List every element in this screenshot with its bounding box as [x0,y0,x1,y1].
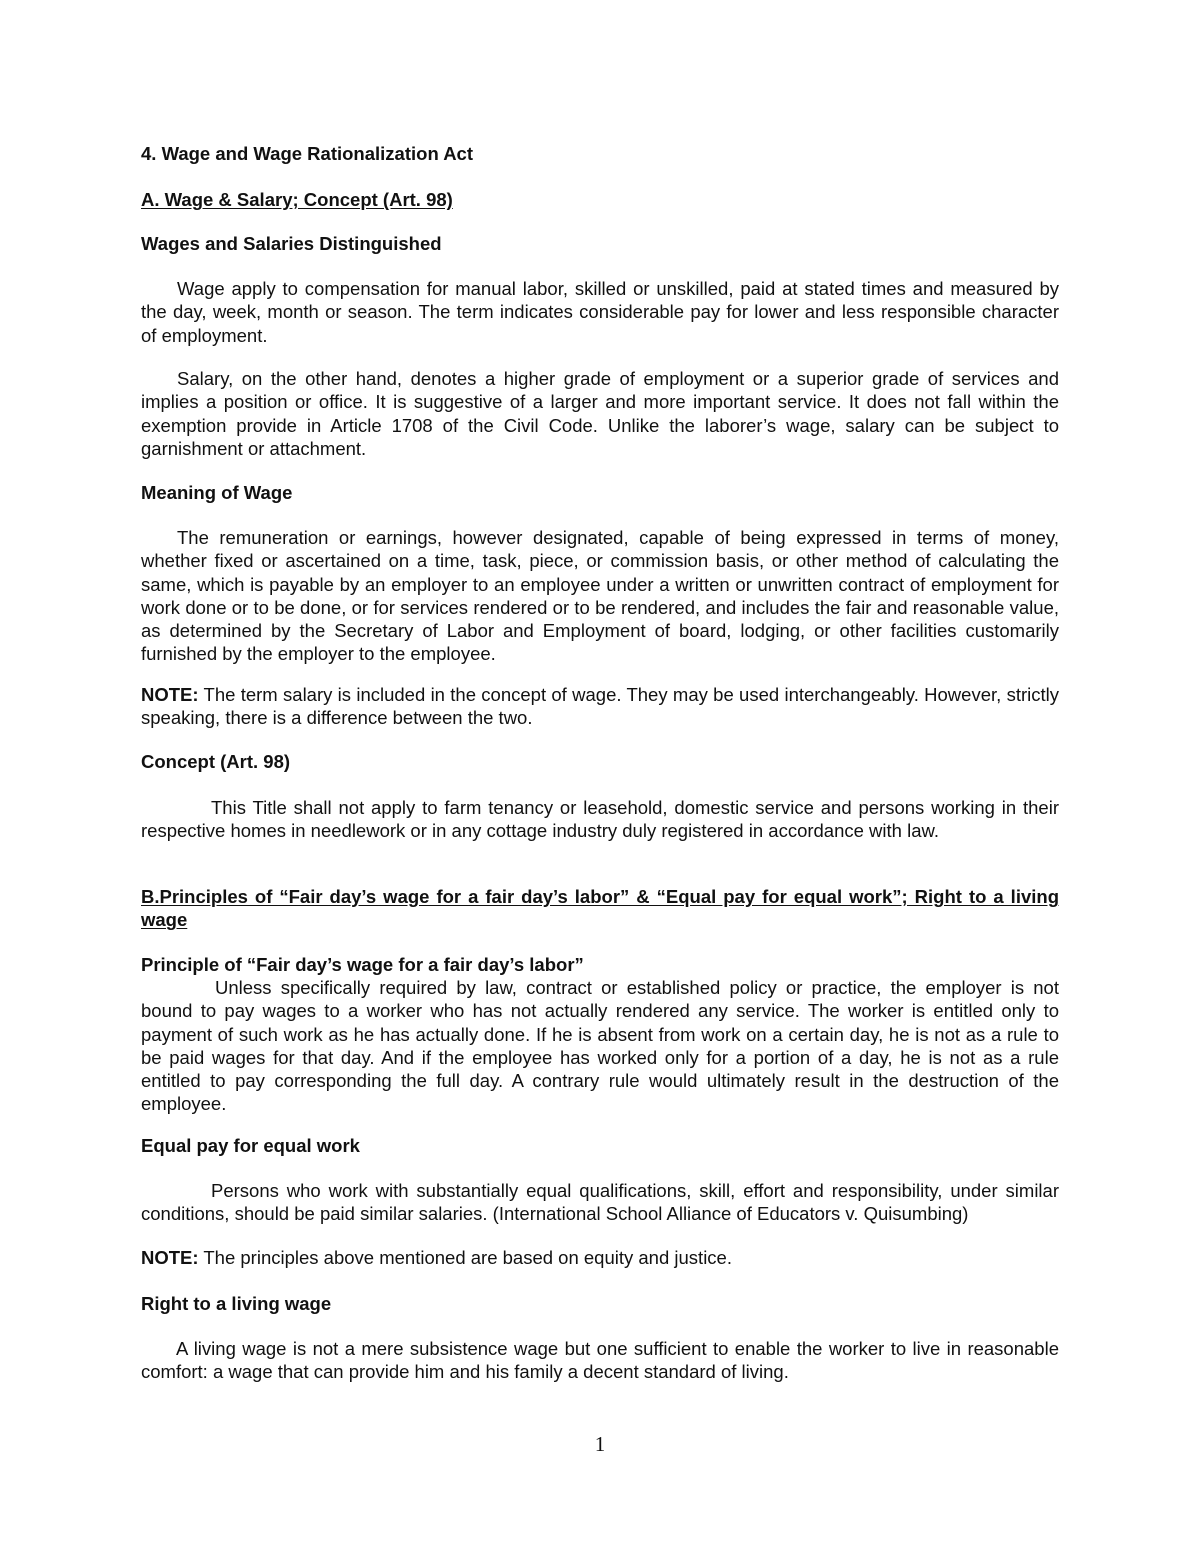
equal-pay-heading: Equal pay for equal work [141,1135,360,1156]
living-wage-heading: Right to a living wage [141,1293,332,1314]
note-label: NOTE: [141,1247,199,1268]
section-a-heading: A. Wage & Salary; Concept (Art. 98) [141,189,453,210]
equal-pay-note [141,1246,1059,1269]
wages-salaries-paragraph-2: Salary, on the other hand, denotes a higher grade of employment or a superior grade of services and implies a position or office. It is suggestive of a larger and more important service. It does not fall within the exemption provide in Article 1708 of the Civil Code. Unlike the laborer’s wage, salary can be subject to garnishment or attachment. [141,368,1059,459]
note-label: NOTE: [141,684,199,705]
equal-pay-paragraph: Persons who work with substantially equal qualifications, skill, effort and responsibility, under similar conditions, should be paid similar salaries. (International School Alliance of Educators v. Quisumbing) [141,1180,1059,1225]
wages-salaries-paragraph-1: Wage apply to compensation for manual labor, skilled or unskilled, paid at stated times and measured by the day, week, month or season. The term indicates considerable pay for lower and less responsible character of employment. [141,278,1059,346]
fair-day-paragraph: Unless specifically required by law, contract or established policy or practice, the employer is not bound to pay wages to a worker who has not actually rendered any service. The worker is entitled only to payment of such work as he has actually done. If he is absent from work on a certain day, he is not as a rule to be paid wages for that day. And if the employee has worked only for a portion of a day, he is not as a rule entitled to pay corresponding the full day. A contrary rule would ultimately result in the destruction of the employee. [141,977,1059,1115]
meaning-note [141,683,1059,730]
concept-heading: Concept (Art. 98) [141,751,291,772]
concept-paragraph: This Title shall not apply to farm tenancy or leasehold, domestic service and persons working in their respective homes in needlework or in any cottage industry duly registered in accordance with law. [141,797,1059,842]
note-text: The term salary is included in the concept of wage. They may be used interchangeably. However, strictly speaking, there is a difference between the two. [141,684,1059,729]
note-text: The principles above mentioned are based on equity and justice. [198,1247,732,1268]
wages-salaries-heading: Wages and Salaries Distinguished [141,233,442,254]
document-title: 4. Wage and Wage Rationalization Act [141,143,474,164]
living-wage-paragraph: A living wage is not a mere subsistence wage but one sufficient to enable the worker to live in reasonable comfort: a wage that can provide him and his family a decent standard of living. [141,1338,1059,1383]
section-b-heading: B.Principles of “Fair day’s wage for a fair day’s labor” & “Equal pay for equal work”; Right to a living wage [141,886,1059,931]
page-number: 1 [594,1432,606,1456]
document-page [141,0,1059,1553]
fair-day-heading: Principle of “Fair day’s wage for a fair day’s labor” [141,954,584,975]
meaning-of-wage-heading: Meaning of Wage [141,482,293,503]
meaning-of-wage-paragraph: The remuneration or earnings, however designated, capable of being expressed in terms of money, whether fixed or ascertained on a time, task, piece, or commission basis, or other method of calculating the same, which is payable by an employer to an employee under a written or unwritten contract of employment for work done or to be done, or for services rendered or to be rendered, and includes the fair and reasonable value, as determined by the Secretary of Labor and Employment of board, lodging, or other facilities customarily furnished by the employer to the employee. [141,527,1059,665]
